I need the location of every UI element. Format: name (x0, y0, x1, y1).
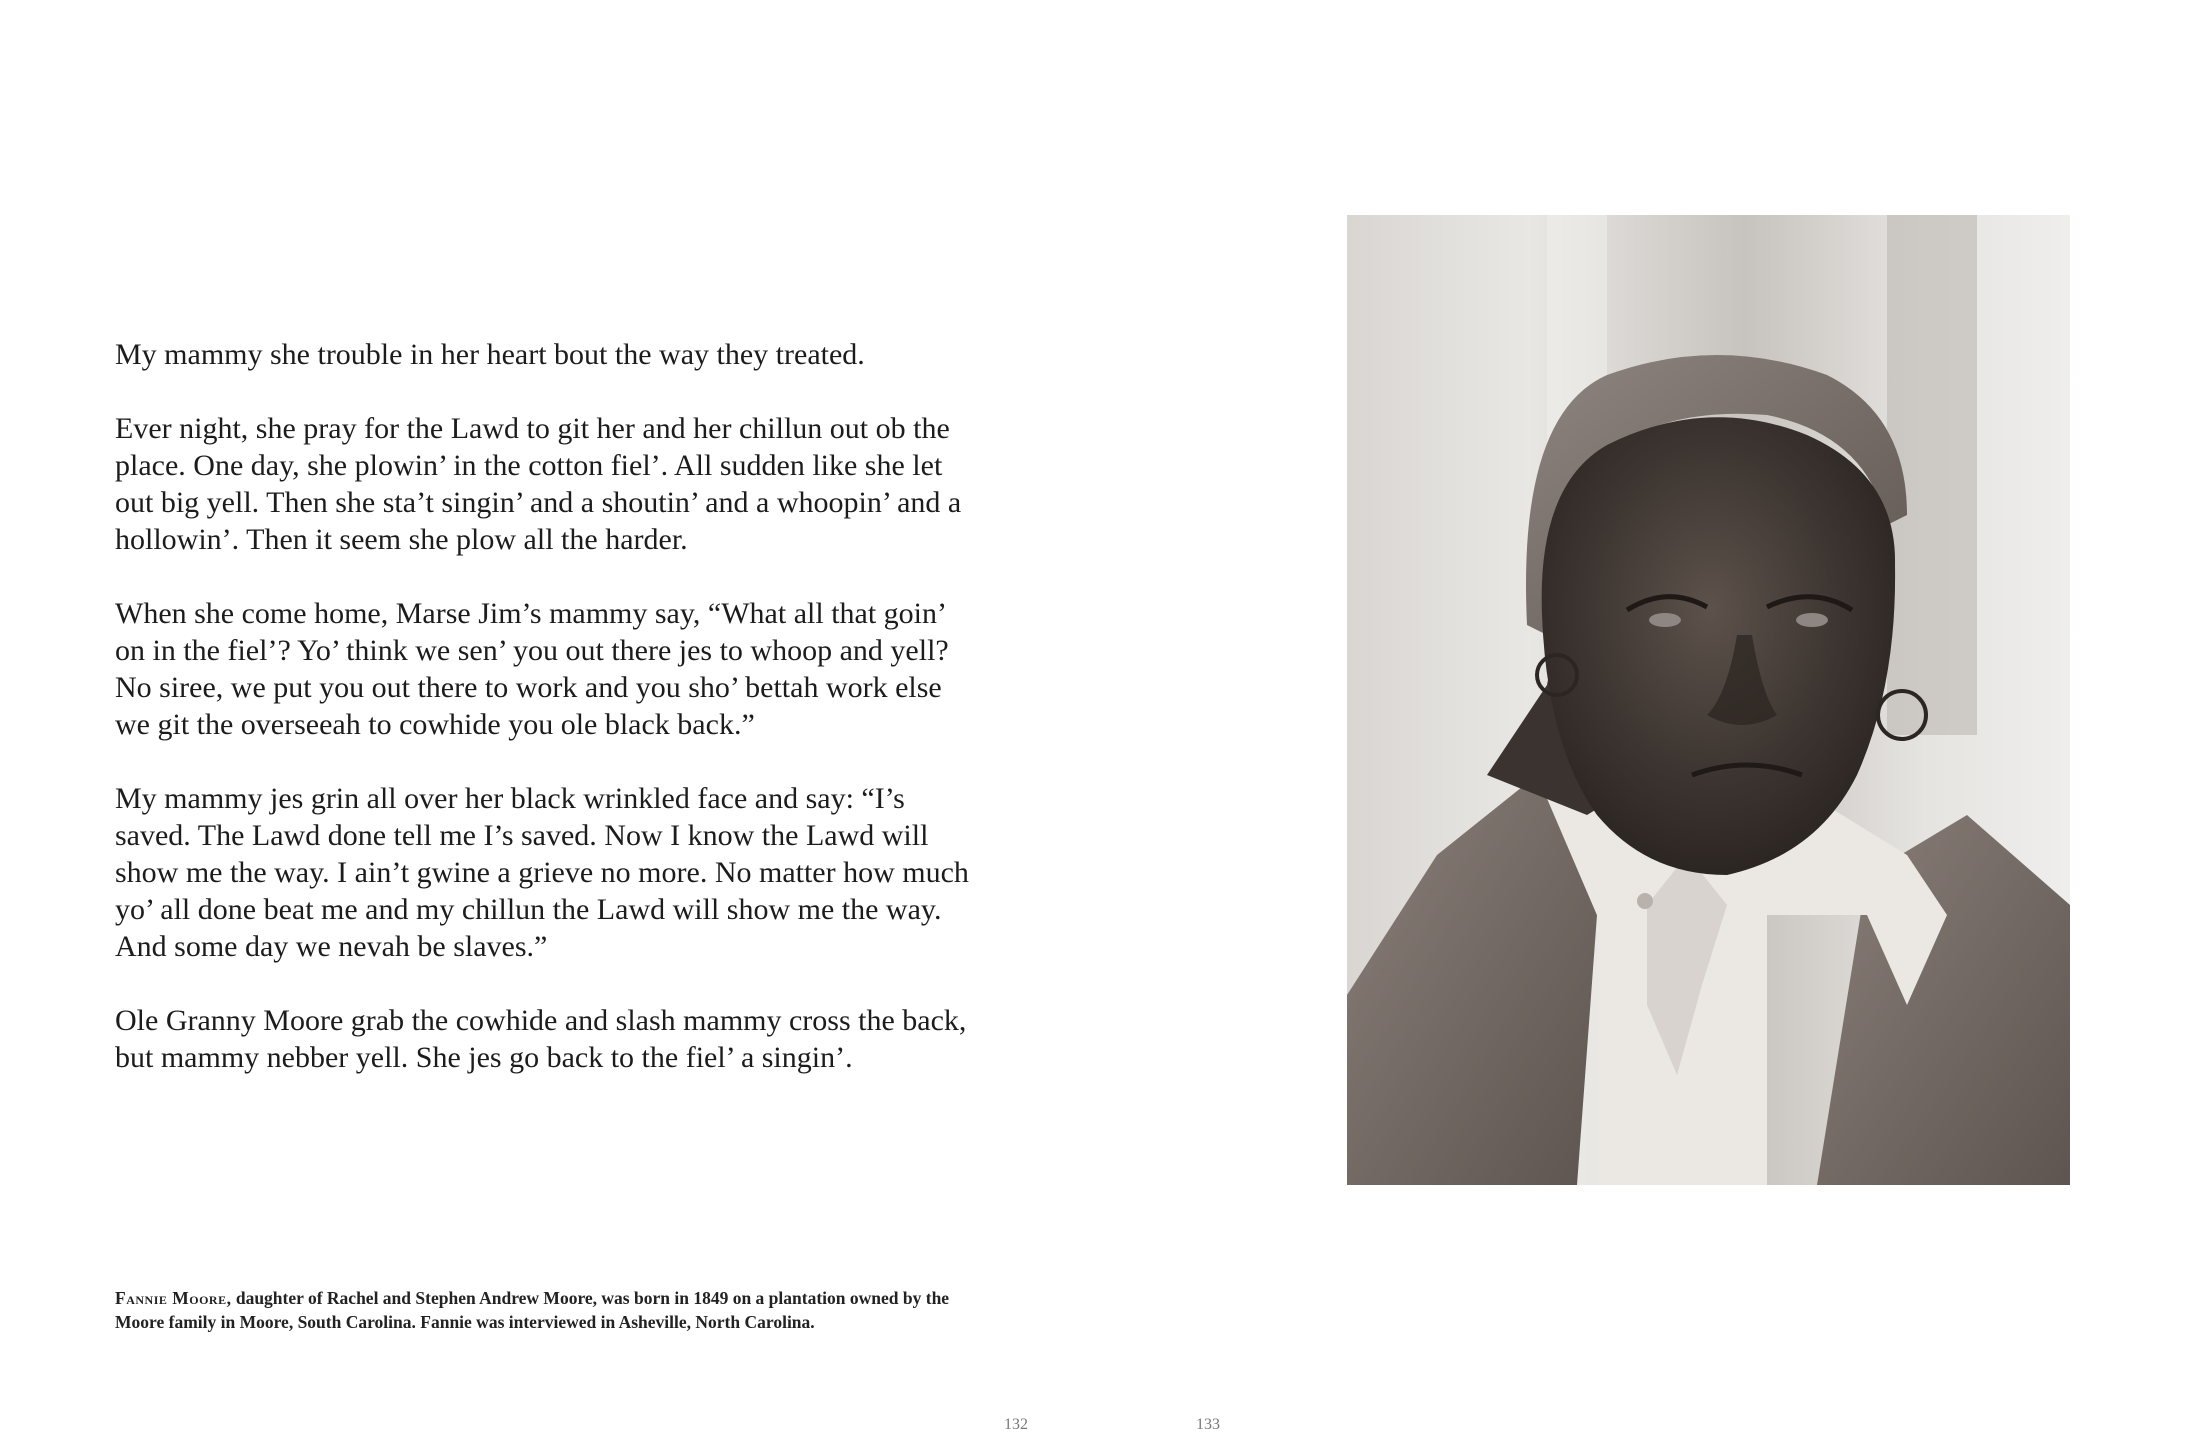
paragraph-4: My mammy jes grin all over her black wrinkled face and say: “I’s saved. The Lawd done tell me I’s saved. Now I know the Lawd will show me the way. I ain’t gwine a grieve no more. No matter how much yo’ all done beat me and my chillun the Lawd will show me the way. And some day we nevah be slaves.” (115, 782, 969, 963)
caption-text: daughter of Rachel and Stephen Andrew Moore, was born in 1849 on a plantation owned by the Moore family in Moore, South Carolina. Fannie was interviewed in Asheville, North Carolina. (115, 1288, 950, 1332)
page-number-left: 132 (1004, 1416, 1028, 1433)
biographical-caption (115, 1286, 975, 1334)
portrait-photograph (1347, 215, 2070, 1185)
paragraph-2: Ever night, she pray for the Lawd to git her and her chillun out ob the place. One day, she plowin’ in the cotton fiel’. All sudden like she let out big yell. Then she sta’t singin’ and a shoutin’ and a whoopin’ and a hollowin’. Then it seem she plow all the harder. (115, 412, 962, 556)
caption-name: Fannie Moore, (115, 1288, 232, 1308)
paragraph-3: When she come home, Marse Jim’s mammy say, “What all that goin’ on in the fiel’? Yo’ think we sen’ you out there jes to whoop and yell? No siree, we put you out there to work and you sho’ bettah work else we git the overseeah to cowhide you ole black back.” (115, 597, 949, 741)
paragraph-5: Ole Granny Moore grab the cowhide and slash mammy cross the back, but mammy nebber yell. She jes go back to the fiel’ a singin’. (115, 1004, 967, 1074)
page-number-right: 133 (1196, 1416, 1220, 1433)
paragraph-1: My mammy she trouble in her heart bout the way they treated. (115, 338, 865, 371)
narrative-text (115, 336, 975, 1113)
